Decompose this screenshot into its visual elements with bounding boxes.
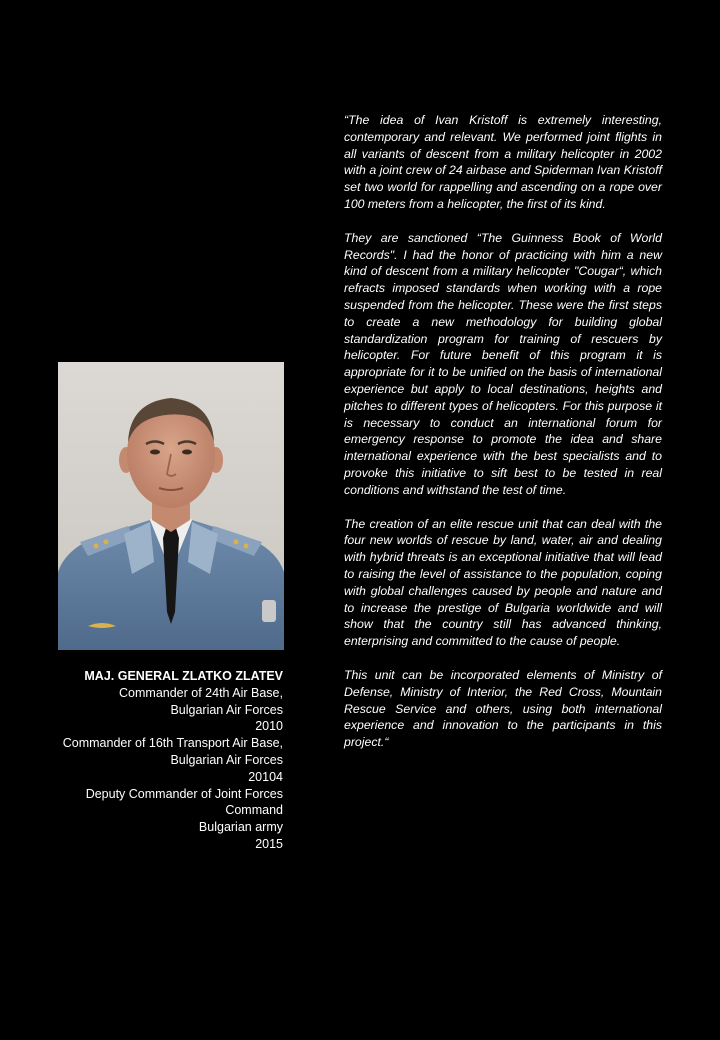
portrait-illustration: [58, 362, 284, 650]
person-name: MAJ. GENERAL ZLATKO ZLATEV: [84, 669, 283, 683]
quote-paragraph: This unit can be incorporated elements of Ministry of Defense, Ministry of Interior, the Red Cross, Mountain Rescue Service and others, using both international experience and innovation to the participants in this project.“: [344, 667, 662, 750]
caption-line: Commander of 24th Air Base,: [119, 685, 283, 700]
quote-paragraph: “The idea of Ivan Kristoff is extremely interesting, contemporary and relevant. We performed joint flights in all variants of descent from a military helicopter in 2002 with a joint crew of 24 airbase and Spiderman Ivan Kristoff set two world for rappelling and ascending on a rope over 100 meters from a helicopter, the first of its kind.: [344, 113, 662, 211]
caption-line: 2015: [255, 836, 283, 851]
portrait-caption: [40, 668, 283, 853]
quote-paragraph: The creation of an elite rescue unit that can deal with the four new worlds of rescue by land, water, air and dealing with hybrid threats is an exceptional initiative that will lead to raising the level of assistance to the population, coping with global challenges caused by people and nature and to increase the prestige of Bulgaria worldwide and will show that the country still has advanced thinking, enterprising and committed to the cause of people.: [344, 516, 662, 649]
caption-line: Bulgarian Air Forces: [170, 702, 283, 717]
caption-line: 2010: [255, 719, 283, 734]
caption-line: Commander of 16th Transport Air Base,: [62, 736, 283, 751]
caption-line: Command: [225, 803, 283, 818]
caption-line: Deputy Commander of Joint Forces: [85, 786, 283, 801]
testimonial-quote: [344, 112, 662, 768]
portrait-photo: [58, 362, 284, 650]
caption-line: Bulgarian Air Forces: [170, 752, 283, 767]
caption-line: Bulgarian army: [198, 820, 283, 835]
caption-line: 20104: [248, 769, 283, 784]
quote-paragraph: They are sanctioned “The Guinness Book of World Records". I had the honor of practicing with him a new kind of descent from a military helicopter "Cougar“, which refracts imposed standards when working with a rope suspended from the helicopter. These were the first steps to create a new methodology for building global standardization program for training of rescuers by helicopter. For future benefit of this program it is appropriate for it to be unified on the basis of international experience but apply to local destinations, heights and pitches to different types of helicopters. For this purpose it is necessary to conduct an international forum for emergency response to promote the idea and share international experience with the best specialists and to provoke this initiative to sift best to be tested in real conditions and withstand the test of time.: [344, 230, 662, 497]
